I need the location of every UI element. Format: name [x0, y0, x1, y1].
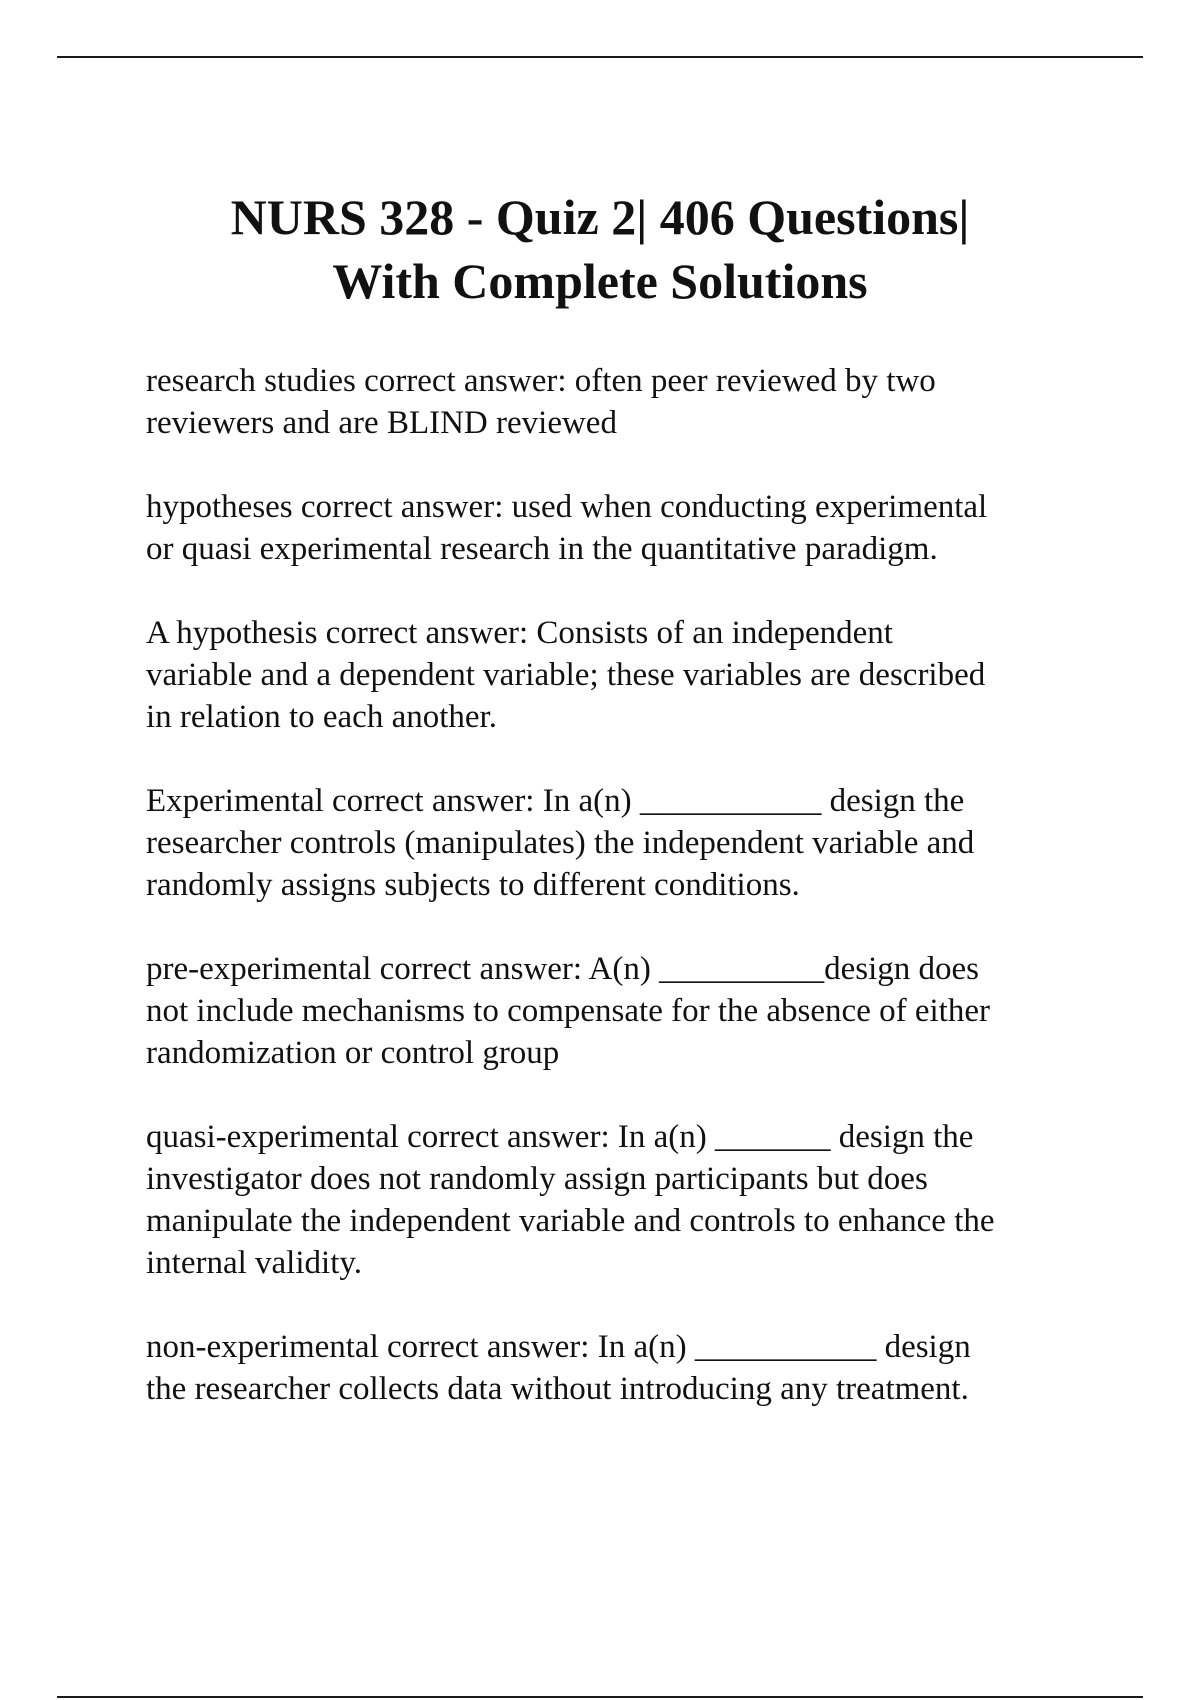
- qa-text-line: in relation to each another.: [146, 699, 497, 735]
- qa-text-line: pre-experimental correct answer: A(n) __________design does: [146, 951, 979, 987]
- qa-text-line: manipulate the independent variable and controls to enhance the: [146, 1203, 995, 1239]
- qa-text-line: randomization or control group: [146, 1035, 560, 1071]
- qa-text-line: hypotheses correct answer: used when conducting experimental: [146, 489, 988, 525]
- qa-text-line: reviewers and are BLIND reviewed: [146, 405, 617, 441]
- qa-entry-quasi-experimental: [146, 1116, 1106, 1284]
- qa-text-line: randomly assigns subjects to different conditions.: [146, 867, 800, 903]
- qa-text-line: research studies correct answer: often peer reviewed by two: [146, 363, 936, 399]
- bottom-divider: [57, 1696, 1143, 1698]
- qa-entry-pre-experimental: [146, 948, 1106, 1074]
- document-title: [100, 185, 1100, 313]
- qa-text-line: quasi-experimental correct answer: In a(n) _______ design the: [146, 1119, 974, 1155]
- qa-entry-non-experimental: [146, 1326, 1106, 1410]
- qa-text-line: or quasi experimental research in the quantitative paradigm.: [146, 531, 938, 567]
- qa-text-line: internal validity.: [146, 1245, 362, 1281]
- qa-text-line: investigator does not randomly assign participants but does: [146, 1161, 928, 1197]
- qa-text-line: non-experimental correct answer: In a(n) ___________ design: [146, 1329, 971, 1365]
- qa-entry-hypotheses: [146, 486, 1106, 570]
- qa-text-line: Experimental correct answer: In a(n) ___________ design the: [146, 783, 965, 819]
- qa-entry-research-studies: [146, 360, 1106, 444]
- qa-text-line: variable and a dependent variable; these variables are described: [146, 657, 986, 693]
- title-line-2: With Complete Solutions: [332, 253, 868, 309]
- qa-text-line: A hypothesis correct answer: Consists of an independent: [146, 615, 893, 651]
- qa-text-line: the researcher collects data without introducing any treatment.: [146, 1371, 969, 1407]
- qa-text-line: not include mechanisms to compensate for the absence of either: [146, 993, 990, 1029]
- qa-list: [146, 360, 1106, 1452]
- qa-entry-experimental: [146, 780, 1106, 906]
- top-divider: [57, 56, 1143, 58]
- qa-text-line: researcher controls (manipulates) the independent variable and: [146, 825, 975, 861]
- qa-entry-a-hypothesis: [146, 612, 1106, 738]
- title-line-1: NURS 328 - Quiz 2| 406 Questions|: [230, 189, 970, 245]
